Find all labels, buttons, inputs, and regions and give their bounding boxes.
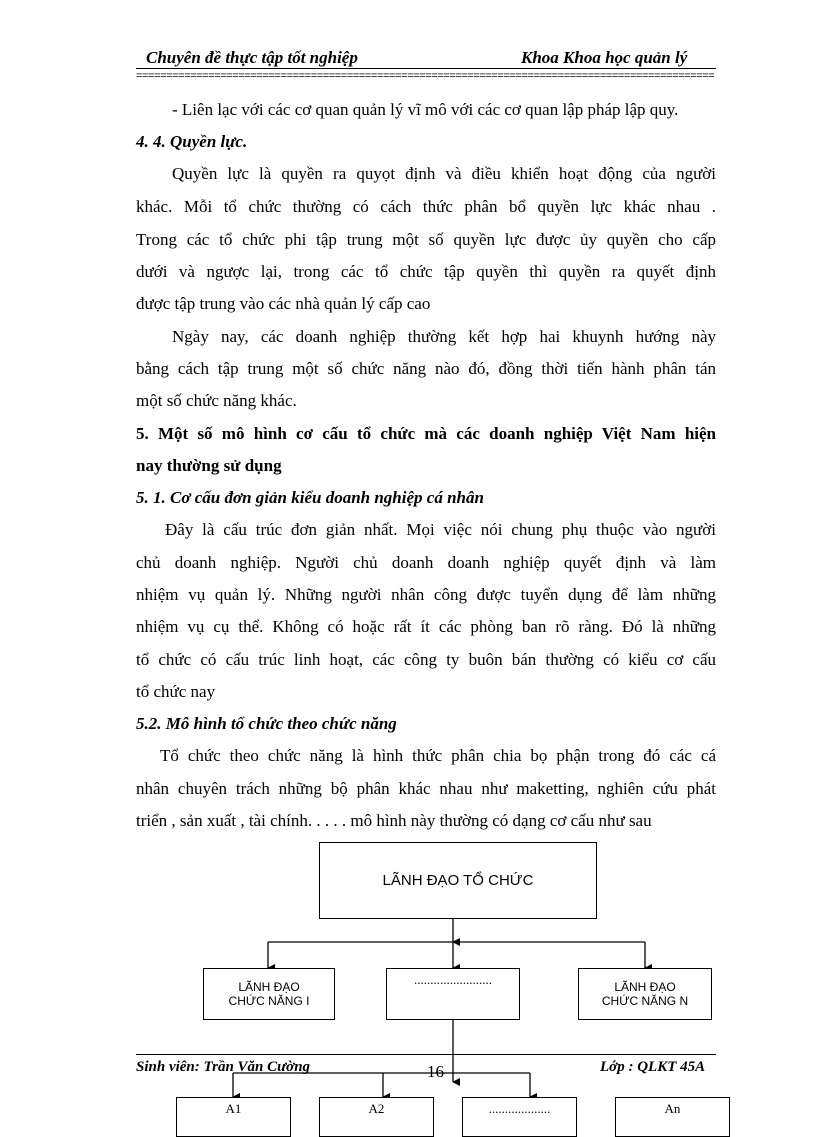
org-box-label: CHỨC NĂNG I bbox=[228, 994, 310, 1008]
text-line: - Liên lạc với các cơ quan quản lý vĩ mô với các cơ quan lập pháp lập quy. bbox=[172, 100, 679, 119]
text-line: nhân chuyên trách những bộ phân khác nhau như maketting, nghiên cứu phát bbox=[136, 779, 716, 798]
org-box-label: LÃNH ĐẠO bbox=[614, 980, 676, 994]
subsection-heading: 5.2. Mô hình tổ chức theo chức năng bbox=[136, 714, 397, 733]
text-line: dưới và ngược lại, trong các tổ chức tập quyền thì quyền ra quyết định bbox=[136, 262, 716, 281]
text-line: Tổ chức theo chức năng là hình thức phân chia bọ phận trong đó các cá bbox=[160, 746, 716, 765]
text-line: nhiệm vụ cụ thể. Không có hoặc rất ít các phòng ban rõ ràng. Đó là những bbox=[136, 617, 716, 636]
section-heading: 5. Một số mô hình cơ cấu tổ chức mà các doanh nghiệp Việt Nam hiện bbox=[136, 424, 716, 443]
org-box-function-n bbox=[578, 968, 712, 1020]
org-box-leadership bbox=[319, 842, 597, 919]
text-line: tổ chức có cấu trúc linh hoạt, các công ty buôn bán thường có kiểu cơ cấu bbox=[136, 650, 716, 669]
org-box-ellipsis bbox=[386, 968, 520, 1020]
org-box-label: LÃNH ĐẠO bbox=[238, 980, 300, 994]
text-line: tổ chức nay bbox=[136, 682, 216, 701]
header-divider: ================================================================================================ bbox=[136, 70, 715, 82]
section-heading: nay thường sử dụng bbox=[136, 456, 282, 475]
page-number: 16 bbox=[427, 1062, 444, 1081]
text-line: một số chức năng khác. bbox=[136, 391, 297, 410]
org-box-label: A2 bbox=[368, 1101, 385, 1116]
text-line: chủ doanh nghiệp. Người chủ doanh doanh nghiệp quyết định và làm bbox=[136, 553, 716, 572]
org-box-function-i bbox=[203, 968, 335, 1020]
org-box-a1 bbox=[176, 1097, 291, 1137]
footer-student: Sinh viên: Trần Văn Cường bbox=[136, 1059, 311, 1075]
org-box-label: CHỨC NĂNG N bbox=[601, 994, 689, 1008]
text-line: khác. Mỗi tổ chức thường có cách thức phân bổ quyền lực khác nhau . bbox=[136, 197, 716, 216]
org-box-label: ................... bbox=[488, 1101, 551, 1116]
footer-class: Lớp : QLKT 45A bbox=[600, 1059, 706, 1075]
text-line: Trong các tổ chức phi tập trung một số quyền lực được ủy quyền cho cấp bbox=[136, 230, 716, 249]
org-box-leadership-label: LÃNH ĐẠO TỔ CHỨC bbox=[382, 871, 534, 889]
header-left: Chuyên đề thực tập tốt nghiệp bbox=[146, 48, 358, 67]
text-line: bằng cách tập trung một số chức năng nào đó, đồng thời tiến hành phân tán bbox=[136, 359, 716, 378]
text-line: nhiệm vụ quản lý. Những người nhân công được tuyển dụng để làm những bbox=[136, 585, 716, 604]
org-box-label: A1 bbox=[225, 1101, 242, 1116]
text-line: được tập trung vào các nhà quản lý cấp cao bbox=[136, 294, 431, 313]
subsection-heading: 5. 1. Cơ cấu đơn giản kiểu doanh nghiệp cá nhân bbox=[136, 488, 484, 507]
text-line: Quyền lực là quyền ra quyọt định và điều khiển hoạt động của người bbox=[172, 164, 716, 183]
header-right: Khoa Khoa học quản lý bbox=[521, 48, 688, 67]
org-box-an bbox=[615, 1097, 730, 1137]
section-heading: 4. 4. Quyền lực. bbox=[136, 132, 248, 151]
org-box-a2 bbox=[319, 1097, 434, 1137]
org-box-ellipsis-bottom bbox=[462, 1097, 577, 1137]
org-box-label: ........................ bbox=[414, 972, 492, 987]
org-box-label: An bbox=[664, 1101, 681, 1116]
text-line: Ngày nay, các doanh nghiệp thường kết hợp hai khuynh hướng này bbox=[172, 327, 716, 346]
text-line: triển , sản xuất , tài chính. . . . . mô hình này thường có dạng cơ cấu như sau bbox=[136, 811, 652, 830]
text-line: Đây là cấu trúc đơn giản nhất. Mọi việc nói chung phụ thuộc vào người bbox=[165, 520, 716, 539]
footer-rule bbox=[136, 1054, 716, 1055]
